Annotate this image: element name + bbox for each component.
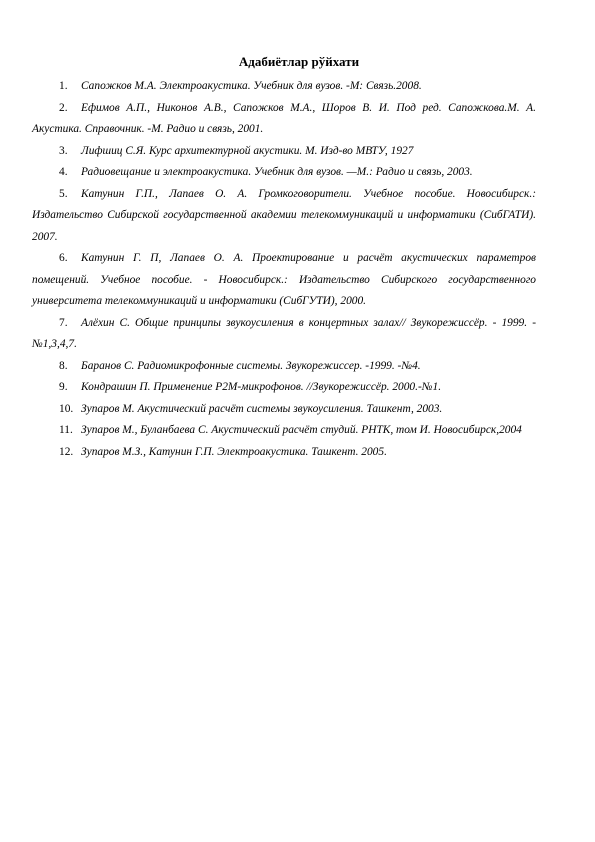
reference-item [32,313,536,356]
reference-text: Ефимов А.П., Никонов А.В., Сапожков М.А., Шоров В. И. Под ред. Сапожкова.М. А. Акустика. Справочник. -М. Радио и связь, 2001. [32,101,536,135]
reference-number: 10. [59,402,74,415]
reference-number: 6. [59,252,68,264]
reference-text: Катунин Г.П., Лапаев О. А. Громкоговорители. Учебное пособие. Новосибирск.: Издательство Сибирской государственной академии телекоммуникаций и информатики (СибГАТИ). 2007. [32,187,536,243]
reference-item [32,98,536,141]
reference-item [32,442,536,464]
reference-item [32,356,536,378]
reference-item [32,399,536,421]
document-page [32,52,536,463]
reference-item [32,162,536,184]
reference-number: 12. [59,445,74,458]
reference-item [32,141,536,163]
reference-item [32,377,536,399]
reference-text: Радиовещание и электроакустика. Учебник для вузов. —М.: Радио и связь, 2003. [81,166,473,178]
reference-text: Кондрашин П. Применение P2M-микрофонов. //Звукорежиссёр. 2000.-№1. [81,381,442,393]
reference-item [32,184,536,249]
reference-number: 2. [59,101,68,114]
reference-number: 7. [59,316,68,329]
reference-number: 5. [59,187,68,200]
reference-number: 11. [59,424,73,436]
reference-text: Сапожков М.А. Электроакустика. Учебник для вузов. -М: Связь.2008. [81,80,422,92]
reference-number: 1. [59,80,68,92]
reference-number: 8. [59,359,68,372]
reference-number: 3. [59,144,68,157]
reference-list [32,76,536,463]
reference-text: Баранов С. Радиомикрофонные системы. Звукорежиссер. -1999. -№4. [81,359,421,372]
reference-text: Зупаров М.З., Катунин Г.П. Электроакустика. Ташкент. 2005. [81,445,387,458]
reference-number: 4. [59,166,68,178]
reference-text: Лифшиц С.Я. Курс архитектурной акустики. М. Изд-во МВТУ, 1927 [81,144,414,157]
reference-text: Алёхин С. Общие принципы звукоусиления в концертных залах// Звукорежиссёр. - 1999. - №1,3,4,7. [32,316,536,350]
reference-text: Катунин Г. П, Лапаев О. А. Проектирование и расчёт акустических параметров помещений. Учебное пособие. - Новосибирск.: Издательство Сибирского государственного университета телекоммуникаций и информатики (СибГУТИ), 2000. [32,252,536,307]
reference-text: Зупаров М. Акустический расчёт системы звукоусиления. Ташкент, 2003. [81,402,443,415]
reference-item [32,420,536,442]
reference-number: 9. [59,381,68,393]
document-title: Адабиётлар рўйхати [238,54,360,69]
reference-text: Зупаров М., Буланбаева С. Акустический расчёт студий. РНТК, том И. Новосибирск,2004 [81,424,522,436]
reference-item [32,248,536,313]
reference-item [32,76,536,98]
